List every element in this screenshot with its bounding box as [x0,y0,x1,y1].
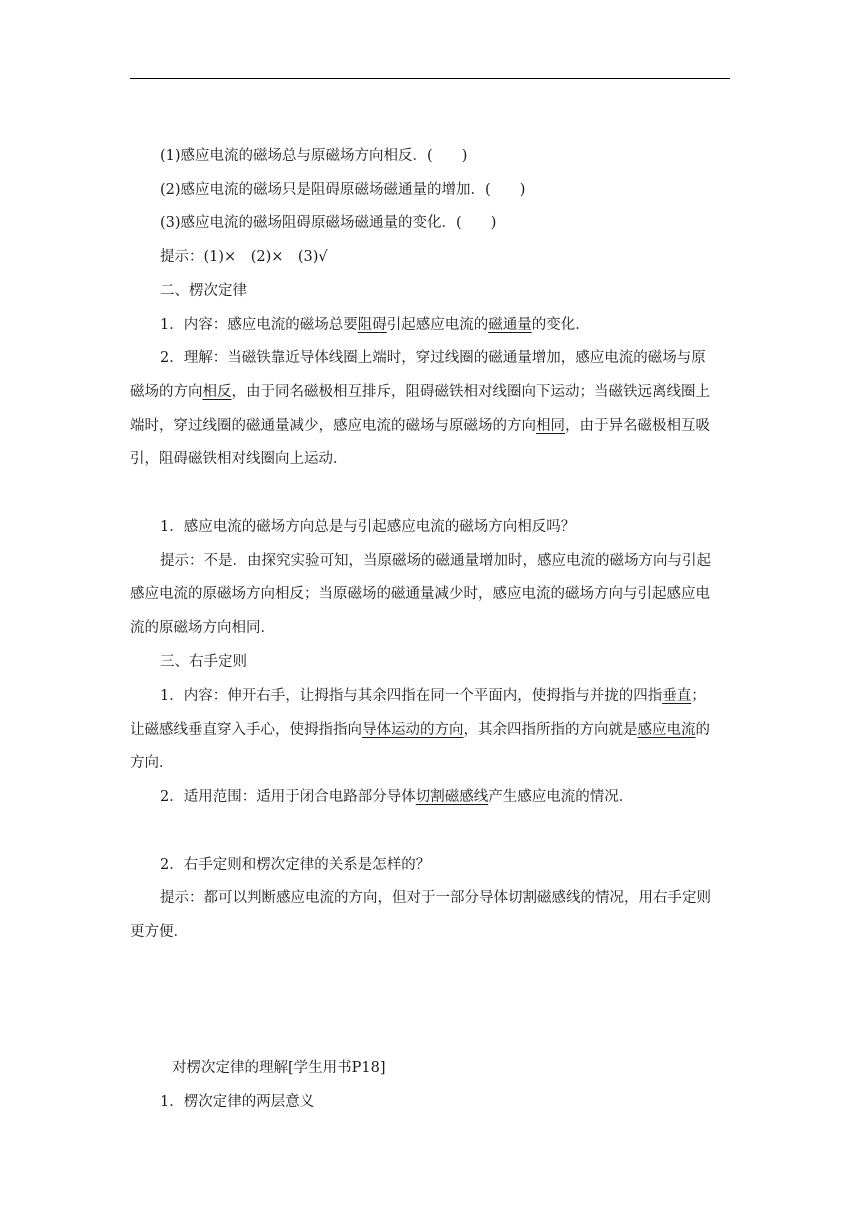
judgment-3: (3)感应电流的磁场阻碍原磁场磁通量的变化．( ) [160,215,497,231]
section-heading-lenz: 二、楞次定律 [160,283,247,299]
question-1-answer-line-3: 流的原磁场方向相同． [130,620,275,636]
judgment-2: (2)感应电流的磁场只是阻碍原磁场磁通量的增加．( ) [160,182,526,198]
lenz-content: 1．内容：感应电流的磁场总要阻碍引起感应电流的磁通量的变化． [160,317,590,333]
blank-answer: 垂直 [662,688,692,704]
judgment-1: (1)感应电流的磁场总与原磁场方向相反．( ) [160,148,468,164]
blank-answer: 导体运动的方向 [362,722,464,738]
question-2: 2．右手定则和楞次定律的关系是怎样的？ [160,857,431,873]
blank-answer: 切割磁感线 [415,789,489,805]
blank-answer: 相同 [536,418,565,434]
question-1: 1．感应电流的磁场方向总是与引起感应电流的磁场方向相反吗？ [160,519,576,535]
lenz-understanding-line-3: 端时，穿过线圈的磁通量减少，感应电流的磁场与原磁场的方向相同，由于异名磁极相互吸 [130,418,710,434]
header-rule [130,78,730,79]
blank-answer: 相反 [202,384,232,400]
topic-title: 对楞次定律的理解[学生用书P18] [172,1060,386,1076]
question-2-answer-line-1: 提示：都可以判断感应电流的方向，但对于一部分导体切割磁感线的情况，用右手定则 [160,890,711,906]
right-hand-content-line-1: 1．内容：伸开右手，让拇指与其余四指在同一个平面内，使拇指与并拢的四指垂直； [160,688,706,704]
hint-answers: 提示：(1)× (2)× (3)√ [160,249,328,265]
lenz-understanding-line-1: 2．理解：当磁铁靠近导体线圈上端时，穿过线圈的磁通量增加，感应电流的磁场与原 [160,350,706,366]
right-hand-scope: 2．适用范围：适用于闭合电路部分导体切割磁感线产生感应电流的情况． [160,789,634,805]
right-hand-content-line-2: 让磁感线垂直穿入手心，使拇指指向导体运动的方向，其余四指所指的方向就是感应电流的 [130,722,710,738]
question-1-answer-line-1: 提示：不是．由探究实验可知，当原磁场的磁通量增加时，感应电流的磁场方向与引起 [160,553,711,569]
right-hand-content-line-3: 方向． [130,755,174,771]
lenz-understanding-line-4: 引，阻碍磁铁相对线圈向上运动． [130,451,348,467]
question-2-answer-line-2: 更方便． [130,924,188,940]
blank-answer: 感应电流 [637,722,696,738]
section-heading-right-hand: 三、右手定则 [160,654,247,670]
blank-answer: 阻碍 [357,317,387,333]
blank-answer: 磁通量 [488,317,532,333]
question-1-answer-line-2: 感应电流的原磁场方向相反；当原磁场的磁通量减少时，感应电流的磁场方向与引起感应电 [130,586,710,602]
topic-item-1: 1．楞次定律的两层意义 [160,1094,315,1110]
lenz-understanding-line-2: 磁场的方向相反，由于同名磁极相互排斥，阻碍磁铁相对线圈向下运动；当磁铁远离线圈上 [130,384,710,400]
